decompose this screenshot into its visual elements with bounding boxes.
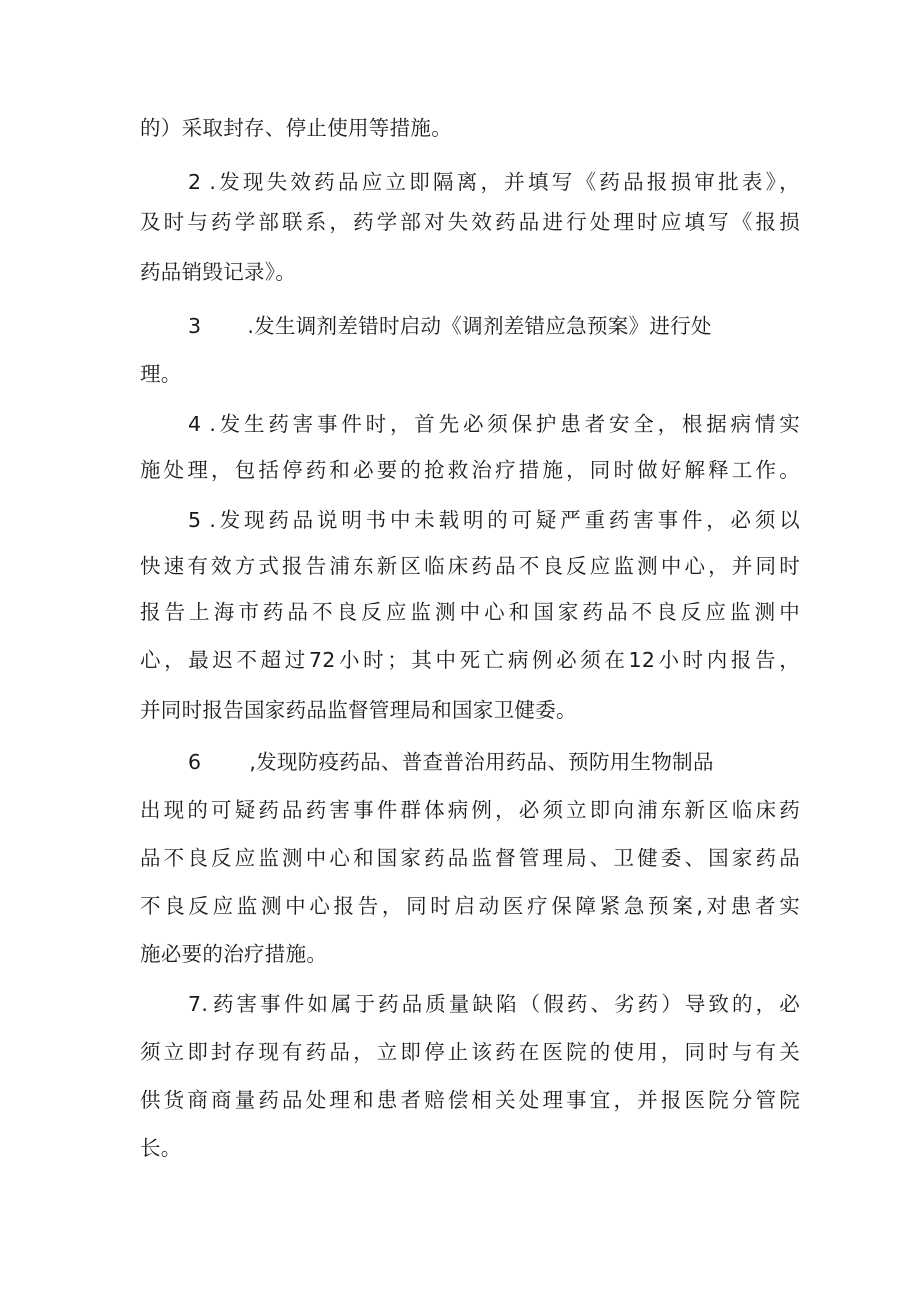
item-6-line-3: [140, 838, 800, 878]
item-6-line-5: [140, 934, 800, 974]
item-5-text: .发现药品说明书中未载明的可疑严重药害事件，必须以: [209, 508, 800, 532]
item-6-line-2: [140, 790, 800, 830]
item-7-line-1: [188, 984, 800, 1024]
text: 的）采取封存、停止使用等措施。: [140, 116, 452, 140]
item-7-line-3: [140, 1080, 800, 1120]
text: 并同时报告国家药品监督管理局和国家卫健委。: [140, 698, 577, 722]
item-2-line-1: [188, 162, 800, 202]
item-4-text: .发生药害事件时，首先必须保护患者安全，根据病情实: [209, 412, 800, 436]
item-6-line-4: [140, 886, 800, 926]
text: 品不良反应监测中心和国家药品监督管理局、卫健委、国家药品: [140, 846, 800, 870]
text: 施处理，包括停药和必要的抢救治疗措施，同时做好解释工作。: [140, 458, 800, 482]
text: 及时与药学部联系，药学部对失效药品进行处理时应填写《报损: [140, 210, 800, 234]
item-2-text: .发现失效药品应立即隔离，并填写《药品报损审批表》，: [209, 170, 800, 194]
text: 出现的可疑药品药害事件群体病例，必须立即向浦东新区临床药: [140, 798, 800, 822]
text: 药品销毁记录》。: [140, 260, 297, 284]
item-3-number: 3: [188, 314, 202, 338]
text: 施必要的治疗措施。: [140, 942, 328, 966]
text: 须立即封存现有药品，立即停止该药在医院的使用，同时与有关: [140, 1040, 800, 1064]
item-6-line-1: [188, 742, 800, 782]
item-5-line-2: [140, 546, 800, 586]
item-2-number: 2: [188, 170, 202, 194]
item-6-number: 6: [188, 750, 202, 774]
item-3-line-1: [188, 306, 800, 346]
item-7-line-2: [140, 1032, 800, 1072]
text: 不良反应监测中心报告，同时启动医疗保障紧急预案,对患者实: [140, 894, 800, 918]
text: 供货商商量药品处理和患者赔偿相关处理事宜，并报医院分管院: [140, 1088, 800, 1112]
item-3-text: .发生调剂差错时启动《调剂差错应急预案》进行处: [247, 314, 712, 338]
item-7-number: 7.: [188, 992, 209, 1016]
text: 心，最迟不超过72小时；其中死亡病例必须在12小时内报告，: [140, 648, 800, 672]
item-5-line-3: [140, 592, 800, 632]
item-2-line-3: [140, 252, 800, 292]
item-6-text: ,发现防疫药品、普查普治用药品、预防用生物制品: [249, 750, 714, 774]
item-5-number: 5: [188, 508, 202, 532]
item-4-line-2: [140, 450, 800, 490]
paragraph-fragment-line-1: [140, 108, 800, 148]
item-4-line-1: [188, 404, 800, 444]
item-7-line-4: [140, 1128, 800, 1168]
item-2-line-2: [140, 202, 800, 242]
text: 报告上海市药品不良反应监测中心和国家药品不良反应监测中: [140, 600, 800, 624]
item-5-line-1: [188, 500, 800, 540]
text: 快速有效方式报告浦东新区临床药品不良反应监测中心，并同时: [140, 554, 800, 578]
item-3-line-2: [140, 354, 800, 394]
text: 理。: [140, 362, 182, 386]
item-4-number: 4: [188, 412, 202, 436]
item-5-line-4: [140, 640, 800, 680]
item-7-text: 药害事件如属于药品质量缺陷（假药、劣药）导致的，必: [210, 992, 800, 1016]
text: 长。: [140, 1136, 182, 1160]
item-5-line-5: [140, 690, 800, 730]
